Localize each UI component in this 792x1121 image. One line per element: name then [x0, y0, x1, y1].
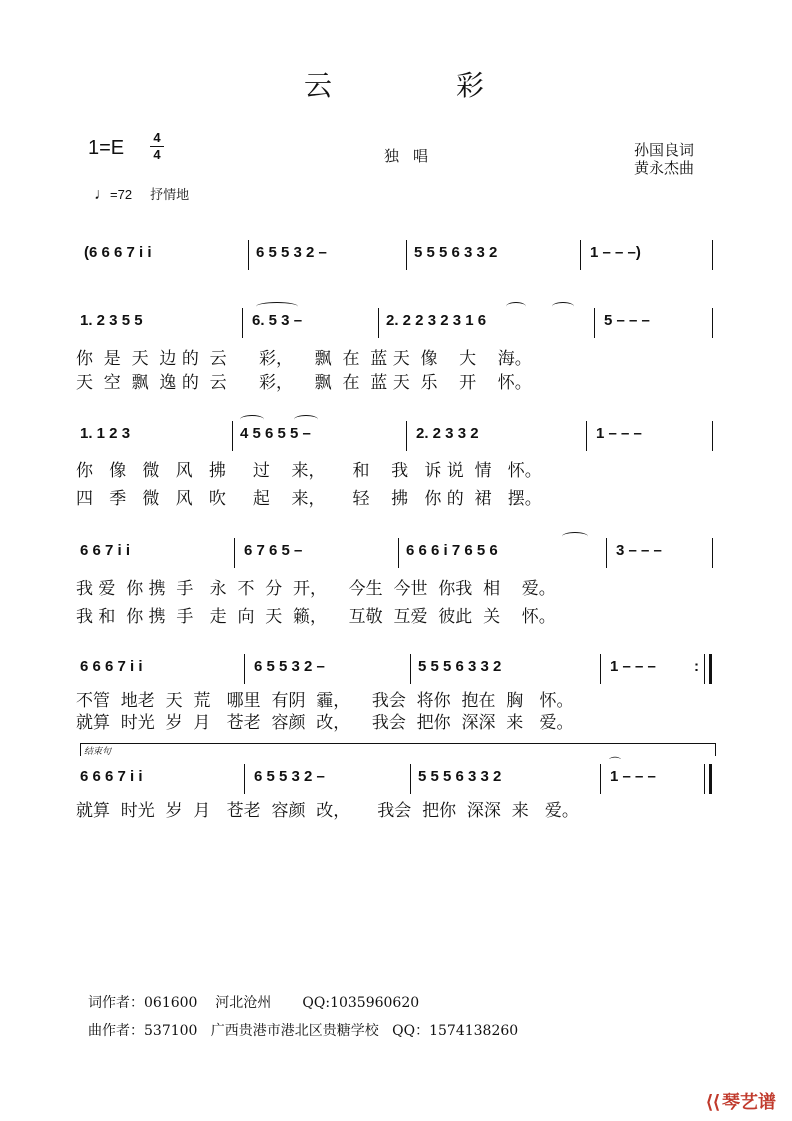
measure: 1. 2 3 5 5 [80, 312, 143, 329]
staff-line-2 [80, 425, 716, 447]
logo-icon: ⟨⟨ [706, 1092, 721, 1112]
ending-label: 结束句 [84, 747, 112, 757]
staff-line-5 [80, 756, 716, 790]
composer-credit: 黄永杰曲 [634, 159, 695, 177]
slur [562, 532, 588, 541]
tempo-marking: ♩=72 抒情地 [94, 186, 190, 203]
slur [256, 302, 298, 311]
slur [240, 415, 264, 424]
lyrics-line-2a: 你 像 微 风 拂 过 来， 和 我 诉 说 情 怀。 [76, 461, 542, 481]
lyrics-line-2b: 四 季 微 风 吹 起 来， 轻 拂 你 的 裙 摆。 [76, 489, 542, 509]
measure: 6 6 6 7 i i [80, 658, 143, 675]
measure: 6 7 6 5 – [244, 542, 303, 559]
measure: 1 – – –) [590, 244, 641, 261]
lyrics-line-3a: 我 爱 你 携 手 永 不 分 开， 今生 今世 你我 相 爱。 [76, 579, 556, 599]
lyricist-credit: 孙国良词 [634, 141, 695, 159]
performance-type: 独唱 [384, 147, 443, 165]
staff-line-1 [80, 312, 716, 334]
slur [506, 302, 526, 311]
lyrics-line-1b: 天 空 飘 逸 的 云 彩， 飘 在 蓝 天 乐 开 怀。 [76, 373, 532, 393]
composer-contact: 曲作者：537100 广西贵港市港北区贵糖学校 QQ：1574138260 [88, 1023, 519, 1039]
fermata-icon: ⌒ [609, 756, 622, 770]
measure: 6 6 7 i i [80, 542, 131, 559]
measure: 6 6 6 i 7 6 5 6 [406, 542, 498, 559]
measure: 1 – – – [610, 768, 656, 785]
measure: 2. 2 3 3 2 [416, 425, 479, 442]
lyrics-line-4b: 就算 时光 岁 月 苍老 容颜 改， 我会 把你 深深 来 爱。 [76, 713, 574, 733]
measure: 5 5 5 6 3 3 2 [414, 244, 498, 261]
measure: 2. 2 2 3 2 3 1 6 [386, 312, 487, 329]
lyrics-line-3b: 我 和 你 携 手 走 向 天 籁， 互敬 互爱 彼此 关 怀。 [76, 607, 556, 627]
staff-line-4 [80, 658, 716, 680]
lyrics-line-5a: 就算 时光 岁 月 苍老 容颜 改， 我会 把你 深深 来 爱。 [76, 801, 579, 821]
measure: 1 – – – [596, 425, 642, 442]
measure: 6. 5 3 – [252, 312, 303, 329]
lyrics-line-4a: 不管 地老 天 荒 哪里 有阴 霾， 我会 将你 抱在 胸 怀。 [76, 691, 574, 711]
measure: 5 – – – [604, 312, 650, 329]
measure: 3 – – – [616, 542, 662, 559]
time-signature: 4 4 [150, 131, 164, 162]
slur [552, 302, 574, 311]
lyricist-contact: 词作者：061600 河北沧州 QQ:1035960620 [88, 995, 420, 1011]
lyrics-line-1a: 你 是 天 边 的 云 彩， 飘 在 蓝 天 像 大 海。 [76, 349, 532, 369]
measure: 1 – – – [610, 658, 656, 675]
measure: 6 5 5 3 2 – [254, 658, 325, 675]
key-signature: 1=E [88, 137, 125, 159]
slur [294, 415, 318, 424]
repeat-sign: : [694, 658, 699, 675]
measure: 1. 1 2 3 [80, 425, 131, 442]
quarter-note-icon: ♩ [94, 186, 110, 203]
measure: 6 5 5 3 2 – [254, 768, 325, 785]
measure: 5 5 5 6 3 3 2 [418, 768, 502, 785]
staff-line-3 [80, 542, 716, 564]
measure: 6 6 6 7 i i [80, 768, 143, 785]
measure: 6 5 5 3 2 – [256, 244, 327, 261]
measure: 4 5 6 5 5 – [240, 425, 311, 442]
measure: (6 6 6 7 i i [84, 244, 152, 261]
staff-line-intro [80, 244, 716, 266]
song-title: 云 彩 [303, 69, 489, 102]
measure: 5 5 5 6 3 3 2 [418, 658, 502, 675]
site-brand[interactable]: ⟨⟨ 琴艺谱 [706, 1092, 777, 1112]
